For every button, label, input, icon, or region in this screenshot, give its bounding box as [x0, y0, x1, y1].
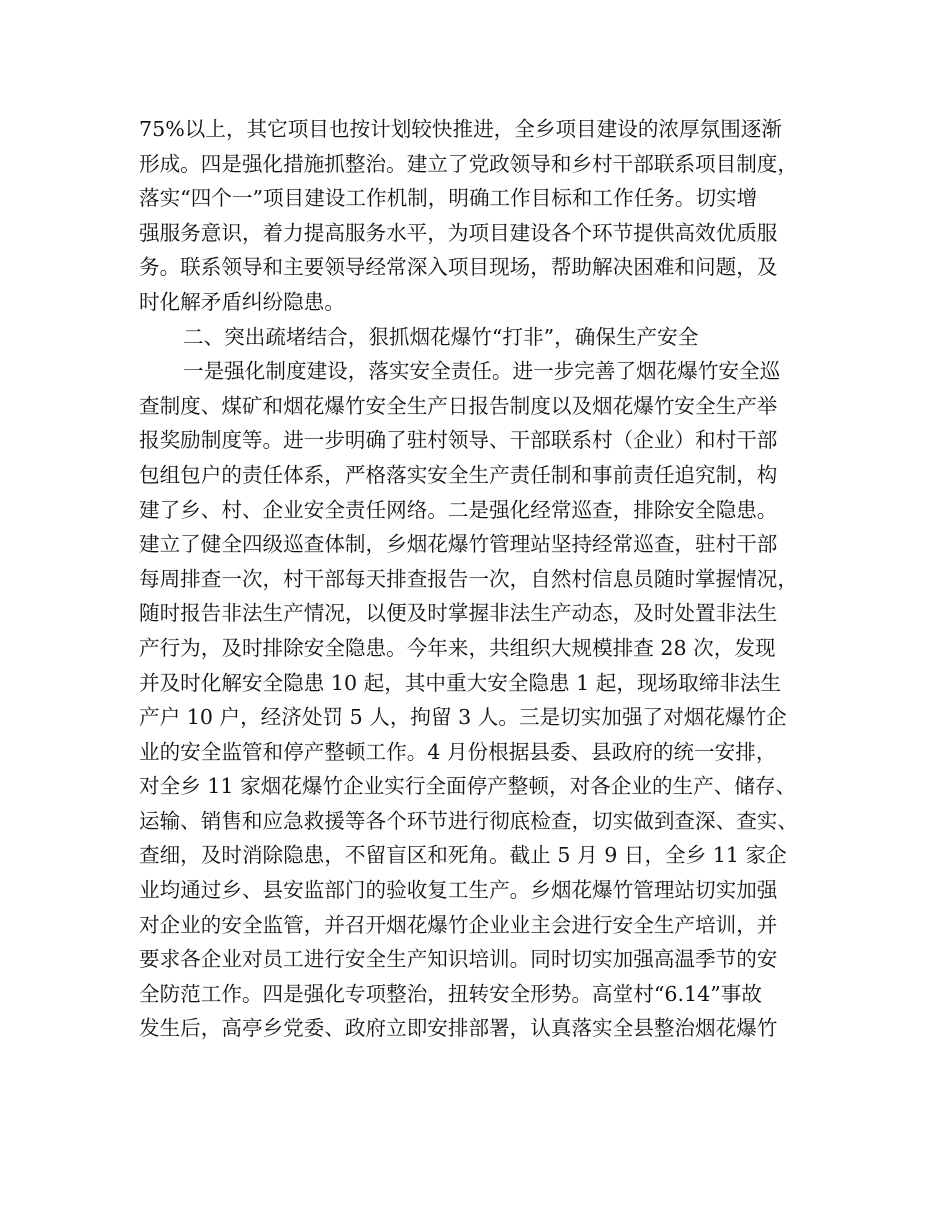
- text-line: 每周排查一次，村干部每天排查报告一次，自然村信息员随时掌握情况，: [139, 566, 798, 591]
- text-line: 发生后，高亭乡党委、政府立即安排部署，认真落实全县整治烟花爆竹: [139, 1016, 778, 1041]
- text-line: 查制度、煤矿和烟花爆竹安全生产日报告制度以及烟花爆竹安全生产举: [139, 393, 778, 418]
- text-line: 二、突出疏堵结合，狠抓烟花爆竹“打非”，确保生产安全: [183, 324, 699, 349]
- text-line: 落实“四个一”项目建设工作机制，明确工作目标和工作任务。切实增: [139, 186, 758, 211]
- text-line: 业均通过乡、县安监部门的验收复工生产。乡烟花爆竹管理站切实加强: [139, 878, 778, 903]
- document-body: [139, 112, 829, 1046]
- text-line: 建立了健全四级巡查体制，乡烟花爆竹管理站坚持经常巡查，驻村干部: [139, 532, 778, 557]
- text-line: 对全乡 11 家烟花爆竹企业实行全面停产整顿，对各企业的生产、储存、: [139, 774, 797, 799]
- text-line: 并及时化解安全隐患 10 起，其中重大安全隐患 1 起，现场取缔非法生: [139, 670, 782, 695]
- text-line: 时化解矛盾纠纷隐患。: [139, 289, 345, 314]
- text-line: 全防范工作。四是强化专项整治，扭转安全形势。高堂村“6.14”事故: [139, 981, 762, 1006]
- text-line: 一是强化制度建设，落实安全责任。进一步完善了烟花爆竹安全巡: [183, 359, 781, 384]
- text-line: 要求各企业对员工进行安全生产知识培训。同时切实加强高温季节的安: [139, 947, 778, 972]
- text-line: 形成。四是强化措施抓整治。建立了党政领导和乡村干部联系项目制度，: [139, 151, 798, 176]
- text-line: 运输、销售和应急救援等各个环节进行彻底检查，切实做到查深、查实、: [139, 808, 798, 833]
- text-line: 包组包户的责任体系，严格落实安全生产责任制和事前责任追究制，构: [139, 462, 778, 487]
- text-line: 产行为，及时排除安全隐患。今年来，共组织大规模排查 28 次，发现: [139, 635, 776, 660]
- text-line: 75%以上，其它项目也按计划较快推进，全乡项目建设的浓厚氛围逐渐: [139, 117, 782, 141]
- text-line: 查细，及时消除隐患，不留盲区和死角。截止 5 月 9 日，全乡 11 家企: [139, 843, 787, 868]
- text-line: 报奖励制度等。进一步明确了驻村领导、干部联系村（企业）和村干部: [139, 428, 778, 453]
- text-line: 强服务意识，着力提高服务水平，为项目建设各个环节提供高效优质服: [139, 220, 778, 245]
- text-line: 随时报告非法生产情况，以便及时掌握非法生产动态，及时处置非法生: [139, 601, 778, 626]
- text-line: 建了乡、村、企业安全责任网络。二是强化经常巡查，排除安全隐患。: [139, 497, 778, 522]
- text-line: 对企业的安全监管，并召开烟花爆竹企业业主会进行安全生产培训，并: [139, 912, 778, 937]
- text-line: 务。联系领导和主要领导经常深入项目现场，帮助解决困难和问题，及: [139, 255, 778, 280]
- text-line: 产户 10 户，经济处罚 5 人，拘留 3 人。三是切实加强了对烟花爆竹企: [139, 705, 787, 730]
- text-line: 业的安全监管和停产整顿工作。4 月份根据县委、县政府的统一安排，: [139, 739, 777, 764]
